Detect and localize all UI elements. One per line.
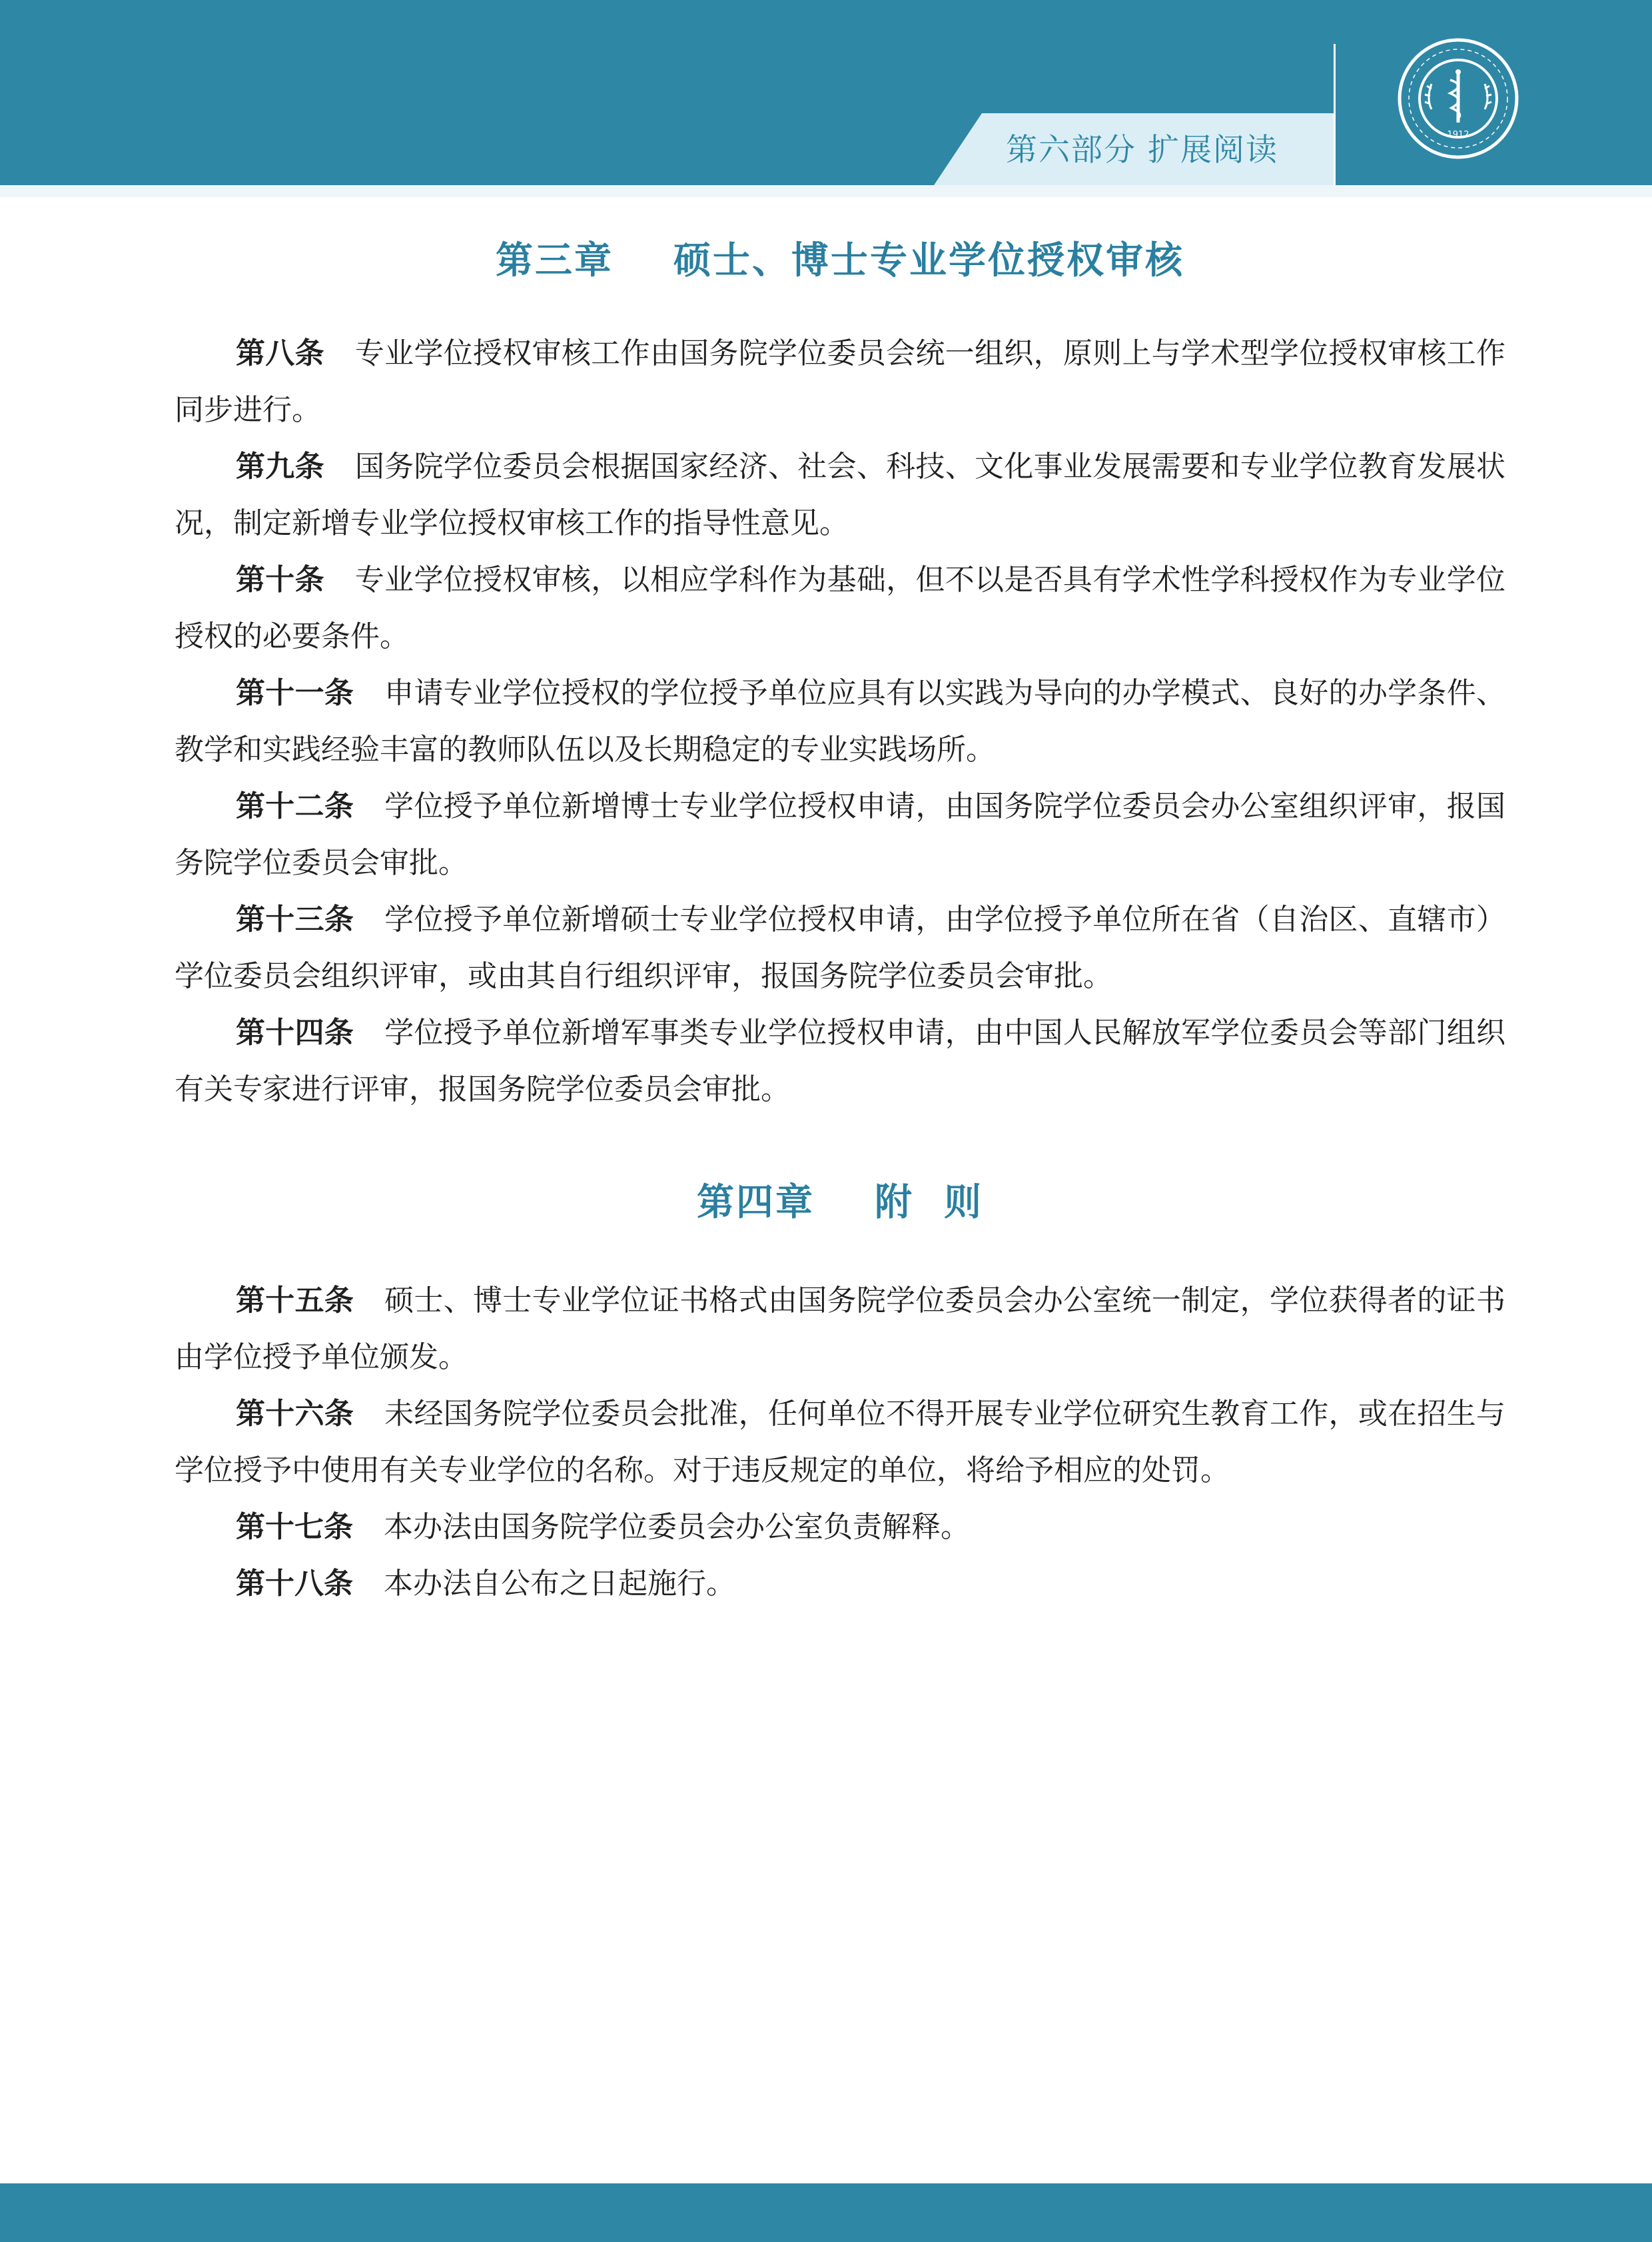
university-seal-logo-icon: [1397, 37, 1519, 160]
logo-year: 1912: [1447, 130, 1469, 140]
header-underline: [0, 185, 1652, 197]
article-17: [175, 1499, 1505, 1555]
article-13: [175, 891, 1505, 1004]
article-14: [175, 1004, 1505, 1118]
article-15: [175, 1272, 1505, 1385]
article-text: 本办法自公布之日起施行。: [384, 1567, 735, 1601]
article-number: 第八条: [236, 336, 324, 370]
article-10: [175, 552, 1505, 665]
article-text: 国务院学位委员会根据国家经济、社会、科技、文化事业发展需要和专业学位教育发展状况，制定新增专业学位授权审核工作的指导性意见。: [175, 450, 1506, 540]
page-footer-band: [0, 2183, 1652, 2242]
article-text: 专业学位授权审核，以相应学科作为基础，但不以是否具有学术性学科授权作为专业学位授权的必要条件。: [175, 563, 1506, 653]
article-18: [175, 1555, 1505, 1612]
article-12: [175, 778, 1505, 891]
article-text: 未经国务院学位委员会批准，任何单位不得开展专业学位研究生教育工作，或在招生与学位授予中使用有关专业学位的名称。对于违反规定的单位，将给予相应的处罚。: [175, 1397, 1505, 1487]
article-8: [175, 325, 1505, 438]
article-text: 学位授予单位新增军事类专业学位授权申请，由中国人民解放军学位委员会等部门组织有关专家进行评审，报国务院学位委员会审批。: [175, 1016, 1505, 1106]
article-number: 第十二条: [236, 789, 354, 823]
article-text: 学位授予单位新增博士专业学位授权申请，由国务院学位委员会办公室组织评审，报国务院学位委员会审批。: [175, 789, 1505, 880]
article-number: 第十三条: [236, 903, 354, 936]
article-9: [175, 438, 1505, 552]
article-text: 本办法由国务院学位委员会办公室负责解释。: [384, 1510, 970, 1544]
article-number: 第十六条: [236, 1397, 354, 1431]
header-divider: [1334, 44, 1336, 185]
article-text: 硕士、博士专业学位证书格式由国务院学位委员会办公室统一制定，学位获得者的证书由学位授予单位颁发。: [175, 1284, 1505, 1374]
chapter-4-title: 第四章 附 则: [697, 1181, 983, 1224]
section-label: 第六部分 扩展阅读: [1006, 132, 1278, 169]
article-number: 第十五条: [236, 1284, 354, 1317]
article-16: [175, 1385, 1505, 1499]
article-number: 第十八条: [236, 1567, 353, 1601]
article-number: 第十七条: [236, 1510, 353, 1544]
article-number: 第十一条: [236, 676, 354, 710]
article-number: 第九条: [236, 450, 324, 484]
article-text: 申请专业学位授权的学位授予单位应具有以实践为导向的办学模式、良好的办学条件、教学和实践经验丰富的教师队伍以及长期稳定的专业实践场所。: [175, 676, 1505, 767]
article-number: 第十条: [236, 563, 324, 597]
document-body: [175, 226, 1505, 1612]
chapter-3-title: 第三章 硕士、博士专业学位授权审核: [496, 239, 1184, 282]
article-text: 专业学位授权审核工作由国务院学位委员会统一组织，原则上与学术型学位授权审核工作同步进行。: [175, 336, 1506, 427]
article-number: 第十四条: [236, 1016, 354, 1050]
article-11: [175, 665, 1505, 778]
article-text: 学位授予单位新增硕士专业学位授权申请，由学位授予单位所在省（自治区、直辖市）学位委员会组织评审，或由其自行组织评审，报国务院学位委员会审批。: [175, 903, 1505, 993]
